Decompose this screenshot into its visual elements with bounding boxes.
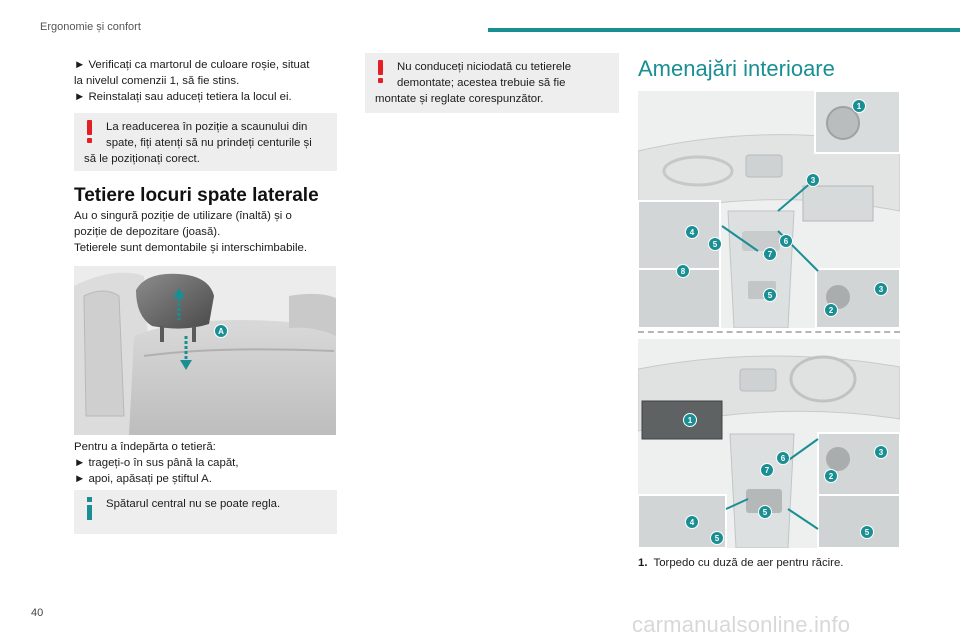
callout-marker: 5 <box>763 288 777 302</box>
callout-marker: 6 <box>779 234 793 248</box>
body-line: Au o singură poziție de utilizare (înaltă) și o <box>74 210 292 222</box>
warning-box-headrests <box>365 53 619 113</box>
page-number: 40 <box>31 607 44 619</box>
callout-marker: 4 <box>685 225 699 239</box>
legend-item <box>638 556 900 571</box>
running-header: Ergonomie și confort <box>40 21 141 33</box>
figure-divider <box>638 331 900 333</box>
warning-text: Nu conduceți niciodată cu tetierele demontate; acestea trebuie să fie montate și reglate corespunzător. <box>375 61 572 105</box>
info-box-center-backrest <box>74 490 337 534</box>
legend-number: 1. <box>638 557 648 569</box>
info-text: Spătarul central nu se poate regla. <box>106 498 281 510</box>
callout-marker: 8 <box>676 264 690 278</box>
removal-instructions <box>74 440 337 487</box>
callout-marker: 7 <box>763 247 777 261</box>
intro-paragraph <box>74 58 337 105</box>
warning-icon <box>84 120 102 150</box>
header-accent-bar <box>488 28 960 32</box>
callout-marker: 3 <box>874 445 888 459</box>
section-title-interior: Amenajări interioare <box>638 56 835 81</box>
interior-figure-top <box>638 91 900 328</box>
info-icon <box>84 497 102 527</box>
callout-marker: 1 <box>683 413 697 427</box>
removal-line: ► apoi, apăsați pe știftul A. <box>74 472 212 485</box>
callout-marker: 5 <box>758 505 772 519</box>
headrest-illustration <box>74 266 336 435</box>
body-line: Tetierele sunt demontabile și interschimbabile. <box>74 241 307 254</box>
warning-box-seat <box>74 113 337 171</box>
removal-line: Pentru a îndepărta o tetieră: <box>74 441 216 453</box>
callout-marker: 3 <box>806 173 820 187</box>
callout-marker: 7 <box>760 463 774 477</box>
intro-line: ► Reinstalați sau aduceți tetiera la locul ei. <box>74 90 292 103</box>
callout-marker: 2 <box>824 469 838 483</box>
callout-marker: 5 <box>710 531 724 545</box>
figure-label-a: A <box>214 324 228 338</box>
headrest-figure <box>74 266 336 435</box>
callout-marker: 3 <box>874 282 888 296</box>
callout-marker: 6 <box>776 451 790 465</box>
interior-figure-bottom <box>638 339 900 548</box>
legend-text: Torpedo cu duză de aer pentru răcire. <box>653 557 844 569</box>
section-title-rear-headrests: Tetiere locuri spate laterale <box>74 185 319 206</box>
body-line: poziție de depozitare (joasă). <box>74 225 221 238</box>
watermark: carmanualsonline.info <box>632 612 851 637</box>
warning-text: La readucerea în poziție a scaunului din spate, fiți atenți să nu prindeți centurile și să le poziționați corect. <box>84 121 312 165</box>
callout-marker: 5 <box>860 525 874 539</box>
intro-line: la nivelul comenzii 1, să fie stins. <box>74 74 240 87</box>
callout-marker: 1 <box>852 99 866 113</box>
callout-marker: 5 <box>708 237 722 251</box>
warning-icon <box>375 60 393 90</box>
headrest-description <box>74 209 337 256</box>
callout-marker: 4 <box>685 515 699 529</box>
intro-line: ► Verificați ca martorul de culoare roșie, situat <box>74 59 310 71</box>
callout-marker: 2 <box>824 303 838 317</box>
removal-line: ► trageți-o în sus până la capăt, <box>74 456 239 469</box>
